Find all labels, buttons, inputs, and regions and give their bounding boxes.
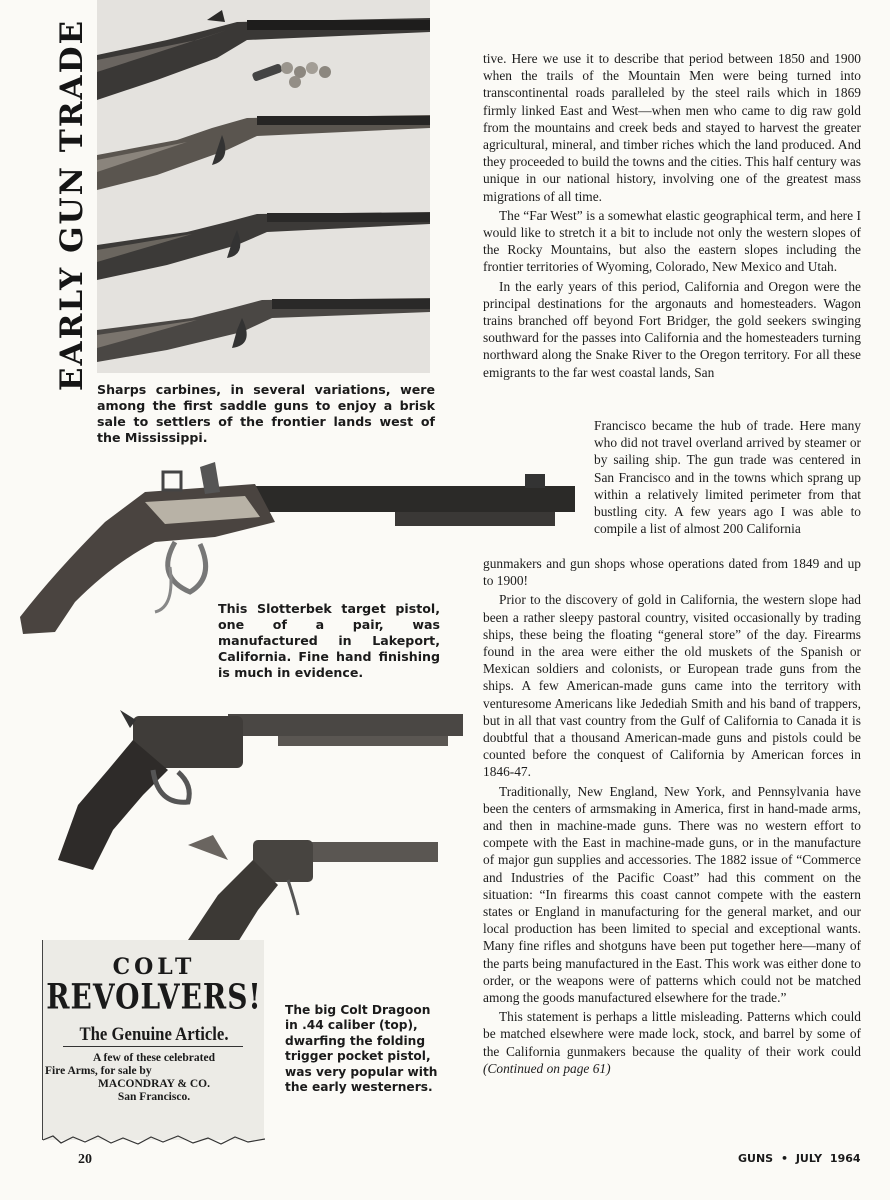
colt-caption: The big Colt Dragoon in .44 caliber (top), dwarfing the folding trigger pocket pistol, was very popular with the early westerners. — [285, 1003, 438, 1095]
article-p3c: gunmakers and gun shops whose operations dated from 1849 and up to 1900! — [483, 556, 861, 589]
page-title-text: EARLY GUN TRADE — [54, 18, 90, 392]
footer-issue: JULY 1964 — [795, 1152, 861, 1165]
page-title — [54, 18, 90, 392]
article-p1: tive. Here we use it to describe that period between 1850 and 1900 when the trails of the Mountain Men were being turned into transcontinental roads paralleled by the steel rails which in 1869 firmly linked East and West—when men who came to dig raw gold from the mountains and creek beds and stayed to harvest the greater agricultural, mineral, and timber riches which the land produced. And they proceeded to build the towns and the cities. This half century was unique in our national history, involving one of the greatest mass migrations of all time. — [483, 51, 861, 204]
article-p6-text: This statement is perhaps a little misleading. Patterns which could be matched elsewhere were made lock, stock, and barrel by some of the California gunmakers because the quality of their work could — [483, 1009, 861, 1059]
slotterbek-caption: This Slotterbek target pistol, one of a pair, was manufactured in Lakeport, California. Fine hand finishing is much in evidence. — [218, 601, 440, 680]
article-p4: Prior to the discovery of gold in California, the western slope had been a rather sleepy pastoral country, visited occasionally by trading ships, these being the floating “general store” of the day. Firearms found in the area were either the old muskets of the Spanish or Mexican soldiers and colonists, or European trade guns from the ships. A few American-made guns came into the territory with venturesome Americans like Jedediah Smith and his band of trappers, but in all that vast country from the Gulf of California to Canada it is doubtful that a thousand American-made guns and pistols could be counted before the conquest of California by American forces in 1846-47. — [483, 592, 861, 780]
sharps-carbines-photo — [97, 0, 430, 373]
ad-line-7: San Francisco. — [117, 1091, 191, 1103]
ad-line-6: MACONDRAY & CO. — [98, 1078, 210, 1090]
article-p2: The “Far West” is a somewhat elastic geographical term, and here I would like to stretch it a bit to include not only the western slopes of the Rocky Mountains, but also the eastern slopes including the frontier territories of Wyoming, Colorado, New Mexico and Utah. — [483, 207, 861, 275]
footer-magazine — [738, 1152, 861, 1165]
ad-line-5: Fire Arms, for sale by — [45, 1065, 152, 1077]
article-top — [483, 50, 861, 383]
ad-line-genuine: The Genuine Article. — [79, 1024, 229, 1045]
sharps-caption: Sharps carbines, in several variations, were among the first saddle guns to enjoy a brisk sale to settlers of the frontier lands west of the Mississippi. — [97, 382, 435, 445]
article-p3a: In the early years of this period, California and Oregon were the principal destinations for the argonauts and homesteaders. Wagon trains branched off beyond Fort Bridger, the gold seekers swinging southward for the passes into California and the homesteaders turning northward along the Snake River to the Oregon territory. For all these emigrants to the far west coastal lands, San — [483, 278, 861, 380]
ad-line-revolvers: REVOLVERS! — [46, 975, 262, 1018]
continued-note: (Continued on page 61) — [483, 1060, 611, 1076]
article-p5: Traditionally, New England, New York, and Pennsylvania have been the centers of armsmaking in America, first in hand-made arms, and then in machine-made guns. There was no western effort to compete with the East in machine-made guns, or in the manufacture of major gun supplies and accessories. The 1882 issue of “Commerce and Industries of the Pacific Coast” had this comment on the situation: “In firearms this coast cannot compete with the eastern states or England in manufacturing for the general market, and our local production has been limited to special and exceptional wants. Many fine rifles and shotguns have been put together here—many of the parts being manufactured in the East. This work was either done to order, or the weapons were of patterns which could not be matched among the goods manufactured elsewhere for the trade.” — [483, 783, 861, 1006]
sharps-carbines-image — [97, 0, 430, 373]
colt-revolvers-ad — [42, 940, 264, 1140]
footer-magazine-name: GUNS — [738, 1152, 774, 1165]
ad-line-4: A few of these celebrated — [93, 1052, 215, 1064]
article-inset — [594, 417, 861, 539]
ad-torn-edge — [43, 1134, 265, 1148]
footer-separator: • — [780, 1152, 788, 1165]
ad-body — [43, 1052, 265, 1104]
article-p6 — [483, 1008, 861, 1077]
ad-rule — [63, 1046, 243, 1047]
page-number: 20 — [78, 1152, 92, 1167]
ad-line-colt: COLT — [112, 954, 196, 980]
article-bottom — [483, 555, 861, 1079]
article-p3b: Francisco became the hub of trade. Here many who did not travel overland arrived by steamer or by sailing ship. The gun trade was centered in San Francisco and in the towns which sprang up within a relatively limited perimeter from that bustling city. A few years ago I was able to compile a list of almost 200 California — [594, 418, 861, 537]
